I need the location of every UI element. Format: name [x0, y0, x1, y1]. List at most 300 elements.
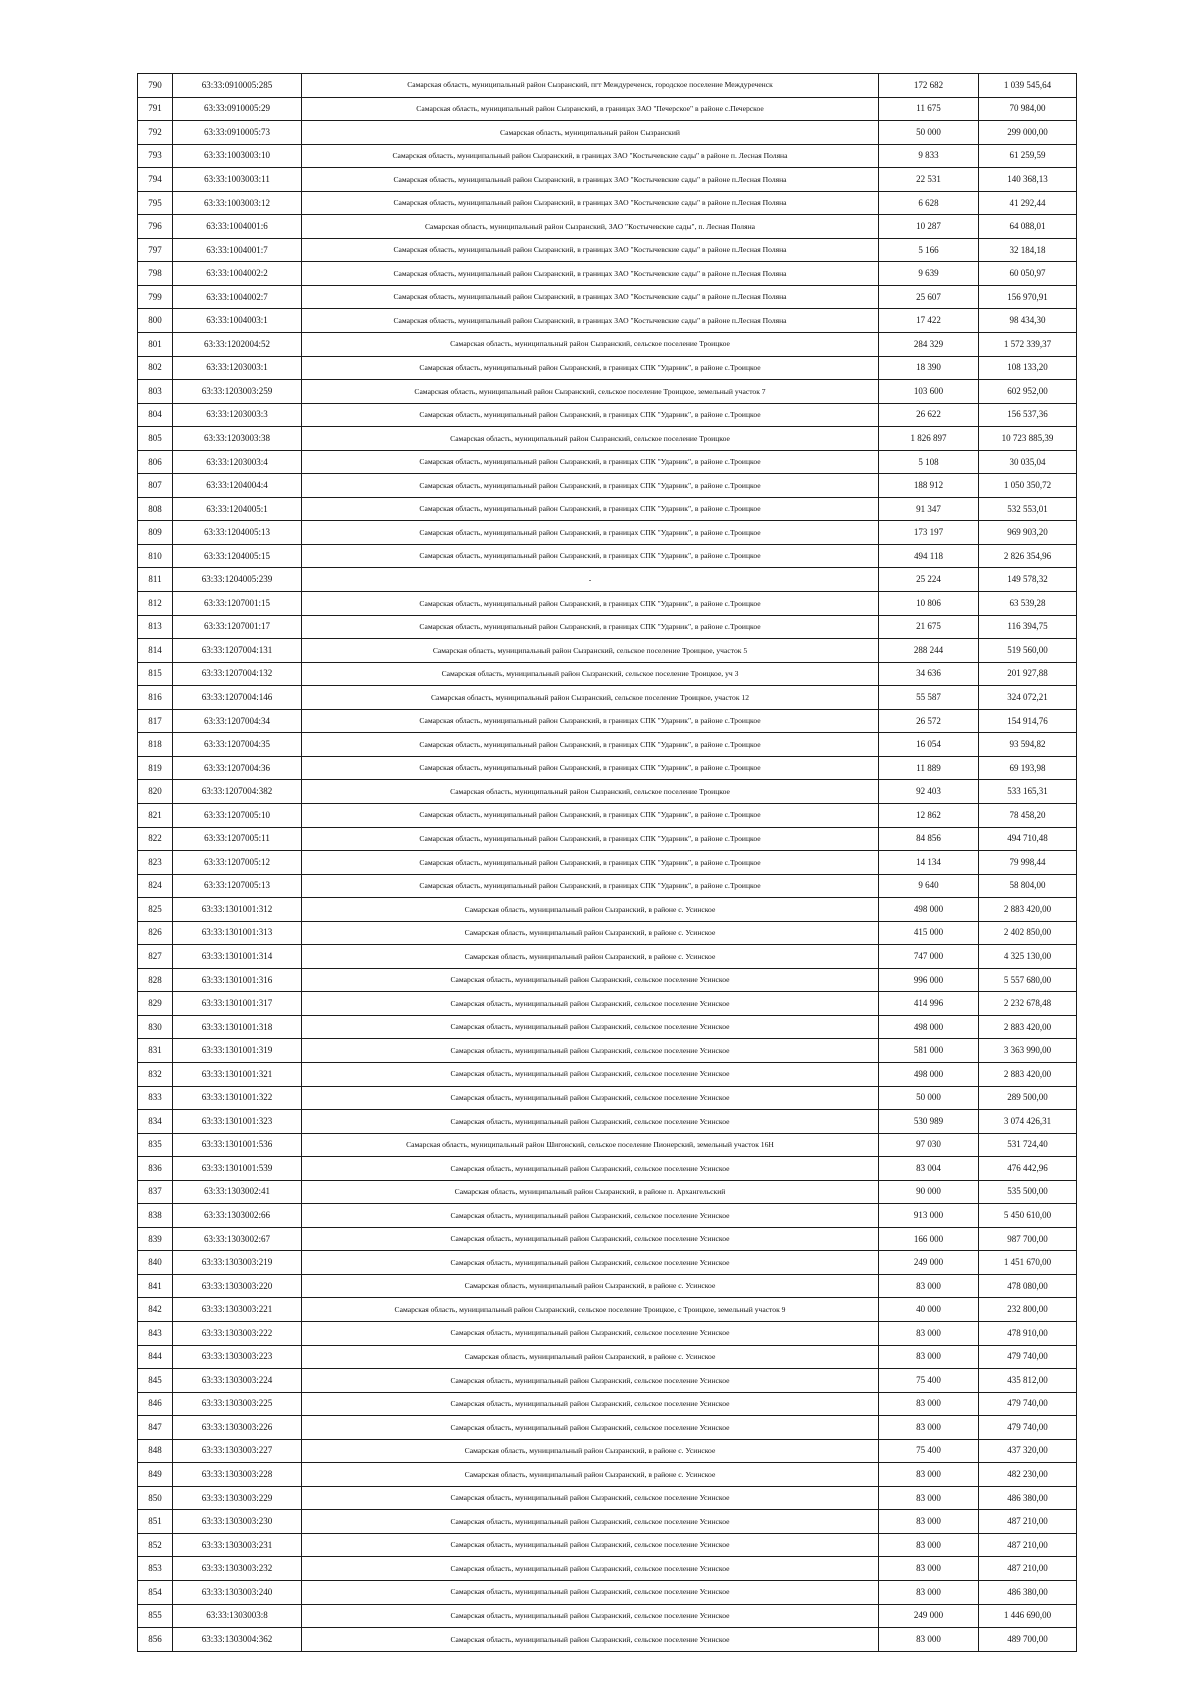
address-cell: Самарская область, муниципальный район Сызранский, сельское поселение Усинское — [302, 968, 879, 992]
cadastral-number-cell: 63:33:1004003:1 — [173, 309, 302, 333]
table-row — [138, 874, 1077, 898]
row-number-cell: 815 — [138, 662, 173, 686]
cadastral-value-cell: 69 193,98 — [979, 756, 1077, 780]
address-cell: Самарская область, муниципальный район Сызранский, в границах СПК "Ударник", в районе с.Троицкое — [302, 874, 879, 898]
cadastral-number-cell: 63:33:1303003:227 — [173, 1439, 302, 1463]
table-row — [138, 1274, 1077, 1298]
cadastral-number-cell: 63:33:1301001:317 — [173, 992, 302, 1016]
cadastral-number-cell: 63:33:1203003:259 — [173, 380, 302, 404]
cadastral-number-cell: 63:33:1004002:2 — [173, 262, 302, 286]
table-row — [138, 1345, 1077, 1369]
area-cell: 284 329 — [879, 333, 979, 357]
area-cell: 83 000 — [879, 1392, 979, 1416]
address-cell: Самарская область, муниципальный район Сызранский, в границах СПК "Ударник", в районе с.Троицкое — [302, 827, 879, 851]
table-row — [138, 309, 1077, 333]
row-number-cell: 838 — [138, 1204, 173, 1228]
area-cell: 173 197 — [879, 521, 979, 545]
area-cell: 9 640 — [879, 874, 979, 898]
address-cell: Самарская область, муниципальный район Сызранский, в районе с. Усинское — [302, 1463, 879, 1487]
address-cell: Самарская область, муниципальный район Сызранский — [302, 121, 879, 145]
cadastral-number-cell: 63:33:1207005:12 — [173, 851, 302, 875]
table-row — [138, 733, 1077, 757]
address-cell: Самарская область, муниципальный район Сызранский, сельское поселение Усинское — [302, 1204, 879, 1228]
cadastral-number-cell: 63:33:1303003:222 — [173, 1321, 302, 1345]
row-number-cell: 849 — [138, 1463, 173, 1487]
table-row — [138, 851, 1077, 875]
cadastral-number-cell: 63:33:1004002:7 — [173, 285, 302, 309]
table-row — [138, 238, 1077, 262]
address-cell: Самарская область, муниципальный район Сызранский, в границах ЗАО "Костычевские сады" в районе п.Лесная Поляна — [302, 168, 879, 192]
address-cell: Самарская область, муниципальный район Сызранский, сельское поселение Троицкое, земельный участок 7 — [302, 380, 879, 404]
cadastral-number-cell: 63:33:1303003:240 — [173, 1581, 302, 1605]
row-number-cell: 834 — [138, 1110, 173, 1134]
row-number-cell: 820 — [138, 780, 173, 804]
area-cell: 83 000 — [879, 1345, 979, 1369]
cadastral-number-cell: 63:33:1303003:232 — [173, 1557, 302, 1581]
cadastral-number-cell: 63:33:1207004:146 — [173, 686, 302, 710]
cadastral-value-cell: 289 500,00 — [979, 1086, 1077, 1110]
area-cell: 40 000 — [879, 1298, 979, 1322]
table-row — [138, 215, 1077, 239]
address-cell: Самарская область, муниципальный район Сызранский, в районе с. Усинское — [302, 1345, 879, 1369]
address-cell: Самарская область, муниципальный район Сызранский, в границах ЗАО "Костычевские сады" в районе п.Лесная Поляна — [302, 262, 879, 286]
cadastral-number-cell: 63:33:0910005:29 — [173, 97, 302, 121]
row-number-cell: 825 — [138, 898, 173, 922]
cadastral-number-cell: 63:33:1303003:225 — [173, 1392, 302, 1416]
address-cell: Самарская область, муниципальный район Сызранский, в границах СПК "Ударник", в районе с.Троицкое — [302, 592, 879, 616]
table-row — [138, 803, 1077, 827]
address-cell: Самарская область, муниципальный район Сызранский, сельское поселение Усинское — [302, 1321, 879, 1345]
row-number-cell: 790 — [138, 74, 173, 98]
cadastral-value-cell: 487 210,00 — [979, 1510, 1077, 1534]
row-number-cell: 805 — [138, 427, 173, 451]
cadastral-value-cell: 41 292,44 — [979, 191, 1077, 215]
row-number-cell: 830 — [138, 1015, 173, 1039]
table-row — [138, 1557, 1077, 1581]
row-number-cell: 807 — [138, 474, 173, 498]
table-row — [138, 285, 1077, 309]
row-number-cell: 801 — [138, 333, 173, 357]
table-row — [138, 168, 1077, 192]
cadastral-value-cell: 532 553,01 — [979, 497, 1077, 521]
cadastral-number-cell: 63:33:1204004:4 — [173, 474, 302, 498]
area-cell: 494 118 — [879, 544, 979, 568]
row-number-cell: 792 — [138, 121, 173, 145]
table-row — [138, 1204, 1077, 1228]
row-number-cell: 819 — [138, 756, 173, 780]
area-cell: 91 347 — [879, 497, 979, 521]
address-cell: Самарская область, муниципальный район Сызранский, сельское поселение Усинское — [302, 1039, 879, 1063]
cadastral-number-cell: 63:33:1301001:314 — [173, 945, 302, 969]
row-number-cell: 802 — [138, 356, 173, 380]
cadastral-number-cell: 63:33:1203003:4 — [173, 450, 302, 474]
address-cell: Самарская область, муниципальный район Сызранский, ЗАО "Костычевские сады", п. Лесная Поляна — [302, 215, 879, 239]
table-row — [138, 827, 1077, 851]
table-row — [138, 780, 1077, 804]
table-row — [138, 544, 1077, 568]
cadastral-value-cell: 4 325 130,00 — [979, 945, 1077, 969]
area-cell: 34 636 — [879, 662, 979, 686]
cadastral-value-cell: 154 914,76 — [979, 709, 1077, 733]
cadastral-value-cell: 437 320,00 — [979, 1439, 1077, 1463]
cadastral-value-cell: 116 394,75 — [979, 615, 1077, 639]
address-cell: Самарская область, муниципальный район Сызранский, в границах СПК "Ударник", в районе с.Троицкое — [302, 544, 879, 568]
cadastral-value-cell: 476 442,96 — [979, 1157, 1077, 1181]
row-number-cell: 826 — [138, 921, 173, 945]
cadastral-value-cell: 2 883 420,00 — [979, 1062, 1077, 1086]
area-cell: 9 639 — [879, 262, 979, 286]
row-number-cell: 853 — [138, 1557, 173, 1581]
area-cell: 84 856 — [879, 827, 979, 851]
cadastral-number-cell: 63:33:1003003:11 — [173, 168, 302, 192]
area-cell: 10 806 — [879, 592, 979, 616]
row-number-cell: 824 — [138, 874, 173, 898]
cadastral-value-cell: 435 812,00 — [979, 1369, 1077, 1393]
cadastral-number-cell: 63:33:1207004:131 — [173, 639, 302, 663]
row-number-cell: 844 — [138, 1345, 173, 1369]
address-cell: Самарская область, муниципальный район Сызранский, сельское поселение Усинское — [302, 992, 879, 1016]
cadastral-number-cell: 63:33:1301001:318 — [173, 1015, 302, 1039]
address-cell: Самарская область, муниципальный район Сызранский, сельское поселение Усинское — [302, 1628, 879, 1652]
table-row — [138, 1533, 1077, 1557]
table-row — [138, 191, 1077, 215]
address-cell: Самарская область, муниципальный район Сызранский, сельское поселение Усинское — [302, 1486, 879, 1510]
address-cell: Самарская область, муниципальный район Сызранский, в границах ЗАО "Костычевские сады" в районе п.Лесная Поляна — [302, 191, 879, 215]
table-row — [138, 615, 1077, 639]
address-cell: Самарская область, муниципальный район Сызранский, сельское поселение Усинское — [302, 1533, 879, 1557]
cadastral-number-cell: 63:33:1301001:316 — [173, 968, 302, 992]
table-row — [138, 403, 1077, 427]
area-cell: 83 000 — [879, 1463, 979, 1487]
address-cell: Самарская область, муниципальный район Сызранский, в границах СПК "Ударник", в районе с.Троицкое — [302, 497, 879, 521]
area-cell: 5 108 — [879, 450, 979, 474]
cadastral-number-cell: 63:33:1303002:66 — [173, 1204, 302, 1228]
table-row — [138, 662, 1077, 686]
cadastral-number-cell: 63:33:1303003:219 — [173, 1251, 302, 1275]
row-number-cell: 791 — [138, 97, 173, 121]
cadastral-value-cell: 519 560,00 — [979, 639, 1077, 663]
cadastral-value-cell: 1 446 690,00 — [979, 1604, 1077, 1628]
cadastral-number-cell: 63:33:1204005:15 — [173, 544, 302, 568]
cadastral-number-cell: 63:33:1303003:220 — [173, 1274, 302, 1298]
cadastral-number-cell: 63:33:1003003:12 — [173, 191, 302, 215]
cadastral-number-cell: 63:33:1303003:223 — [173, 1345, 302, 1369]
table-row — [138, 686, 1077, 710]
row-number-cell: 806 — [138, 450, 173, 474]
cadastral-value-cell: 1 039 545,64 — [979, 74, 1077, 98]
area-cell: 21 675 — [879, 615, 979, 639]
cadastral-value-cell: 478 080,00 — [979, 1274, 1077, 1298]
address-cell: Самарская область, муниципальный район Сызранский, пгт Междуреченск, городское поселение Междуреченск — [302, 74, 879, 98]
table-row — [138, 380, 1077, 404]
area-cell: 18 390 — [879, 356, 979, 380]
row-number-cell: 812 — [138, 592, 173, 616]
cadastral-value-cell: 2 883 420,00 — [979, 1015, 1077, 1039]
area-cell: 166 000 — [879, 1227, 979, 1251]
table-row — [138, 921, 1077, 945]
cadastral-value-cell: 108 133,20 — [979, 356, 1077, 380]
row-number-cell: 808 — [138, 497, 173, 521]
row-number-cell: 850 — [138, 1486, 173, 1510]
cadastral-number-cell: 63:33:1004001:6 — [173, 215, 302, 239]
row-number-cell: 841 — [138, 1274, 173, 1298]
cadastral-number-cell: 63:33:1303003:226 — [173, 1416, 302, 1440]
cadastral-value-cell: 299 000,00 — [979, 121, 1077, 145]
address-cell: Самарская область, муниципальный район Сызранский, в границах СПК "Ударник", в районе с.Троицкое — [302, 615, 879, 639]
address-cell: Самарская область, муниципальный район Сызранский, в границах СПК "Ударник", в районе с.Троицкое — [302, 851, 879, 875]
table-row — [138, 1439, 1077, 1463]
area-cell: 90 000 — [879, 1180, 979, 1204]
area-cell: 172 682 — [879, 74, 979, 98]
cadastral-number-cell: 63:33:0910005:73 — [173, 121, 302, 145]
cadastral-value-cell: 201 927,88 — [979, 662, 1077, 686]
table-row — [138, 756, 1077, 780]
table-row — [138, 1510, 1077, 1534]
area-cell: 75 400 — [879, 1439, 979, 1463]
cadastral-value-cell: 60 050,97 — [979, 262, 1077, 286]
cadastral-value-cell: 987 700,00 — [979, 1227, 1077, 1251]
table-row — [138, 592, 1077, 616]
cadastral-value-cell: 494 710,48 — [979, 827, 1077, 851]
cadastral-value-cell: 969 903,20 — [979, 521, 1077, 545]
cadastral-value-cell: 156 970,91 — [979, 285, 1077, 309]
area-cell: 249 000 — [879, 1604, 979, 1628]
address-cell: Самарская область, муниципальный район Сызранский, в границах СПК "Ударник", в районе с.Троицкое — [302, 709, 879, 733]
cadastral-number-cell: 63:33:1204005:13 — [173, 521, 302, 545]
address-cell: Самарская область, муниципальный район Сызранский, в границах СПК "Ударник", в районе с.Троицкое — [302, 521, 879, 545]
cadastral-value-cell: 156 537,36 — [979, 403, 1077, 427]
cadastral-number-cell: 63:33:1203003:38 — [173, 427, 302, 451]
table-row — [138, 639, 1077, 663]
row-number-cell: 811 — [138, 568, 173, 592]
area-cell: 188 912 — [879, 474, 979, 498]
area-cell: 50 000 — [879, 1086, 979, 1110]
row-number-cell: 818 — [138, 733, 173, 757]
address-cell: Самарская область, муниципальный район Сызранский, в границах ЗАО "Костычевские сады" в районе п.Лесная Поляна — [302, 285, 879, 309]
cadastral-value-cell: 1 572 339,37 — [979, 333, 1077, 357]
cadastral-number-cell: 63:33:1203003:1 — [173, 356, 302, 380]
row-number-cell: 846 — [138, 1392, 173, 1416]
table-row — [138, 1133, 1077, 1157]
area-cell: 747 000 — [879, 945, 979, 969]
table-row — [138, 262, 1077, 286]
cadastral-number-cell: 63:33:1204005:1 — [173, 497, 302, 521]
address-cell: Самарская область, муниципальный район Сызранский, сельское поселение Троицкое, уч 3 — [302, 662, 879, 686]
cadastral-number-cell: 63:33:1207004:35 — [173, 733, 302, 757]
row-number-cell: 848 — [138, 1439, 173, 1463]
cadastral-value-cell: 3 074 426,31 — [979, 1110, 1077, 1134]
area-cell: 83 000 — [879, 1581, 979, 1605]
row-number-cell: 829 — [138, 992, 173, 1016]
row-number-cell: 803 — [138, 380, 173, 404]
row-number-cell: 810 — [138, 544, 173, 568]
cadastral-number-cell: 63:33:1301001:312 — [173, 898, 302, 922]
address-cell: Самарская область, муниципальный район Сызранский, в границах СПК "Ударник", в районе с.Троицкое — [302, 356, 879, 380]
area-cell: 14 134 — [879, 851, 979, 875]
cadastral-number-cell: 63:33:1303003:230 — [173, 1510, 302, 1534]
address-cell: - — [302, 568, 879, 592]
cadastral-value-cell: 324 072,21 — [979, 686, 1077, 710]
area-cell: 414 996 — [879, 992, 979, 1016]
cadastral-value-cell: 10 723 885,39 — [979, 427, 1077, 451]
table-row — [138, 898, 1077, 922]
address-cell: Самарская область, муниципальный район Сызранский, сельское поселение Усинское — [302, 1557, 879, 1581]
address-cell: Самарская область, муниципальный район Сызранский, в районе с. Усинское — [302, 945, 879, 969]
cadastral-value-cell: 78 458,20 — [979, 803, 1077, 827]
cadastral-value-cell: 2 883 420,00 — [979, 898, 1077, 922]
address-cell: Самарская область, муниципальный район Сызранский, в границах ЗАО "Костычевские сады" в районе п. Лесная Поляна — [302, 144, 879, 168]
row-number-cell: 796 — [138, 215, 173, 239]
area-cell: 83 000 — [879, 1533, 979, 1557]
area-cell: 83 000 — [879, 1416, 979, 1440]
row-number-cell: 797 — [138, 238, 173, 262]
cadastral-value-cell: 479 740,00 — [979, 1392, 1077, 1416]
cadastral-value-cell: 64 088,01 — [979, 215, 1077, 239]
cadastral-value-cell: 61 259,59 — [979, 144, 1077, 168]
cadastral-value-cell: 487 210,00 — [979, 1557, 1077, 1581]
row-number-cell: 816 — [138, 686, 173, 710]
cadastral-number-cell: 63:33:1303003:229 — [173, 1486, 302, 1510]
area-cell: 97 030 — [879, 1133, 979, 1157]
area-cell: 16 054 — [879, 733, 979, 757]
address-cell: Самарская область, муниципальный район Сызранский, сельское поселение Усинское — [302, 1604, 879, 1628]
cadastral-value-cell: 482 230,00 — [979, 1463, 1077, 1487]
area-cell: 581 000 — [879, 1039, 979, 1063]
area-cell: 17 422 — [879, 309, 979, 333]
table-row — [138, 1392, 1077, 1416]
cadastral-value-cell: 98 434,30 — [979, 309, 1077, 333]
address-cell: Самарская область, муниципальный район Сызранский, сельское поселение Усинское — [302, 1157, 879, 1181]
table-row — [138, 427, 1077, 451]
row-number-cell: 840 — [138, 1251, 173, 1275]
table-row — [138, 968, 1077, 992]
address-cell: Самарская область, муниципальный район Сызранский, в границах СПК "Ударник", в районе с.Троицкое — [302, 733, 879, 757]
area-cell: 5 166 — [879, 238, 979, 262]
area-cell: 83 000 — [879, 1486, 979, 1510]
cadastral-value-cell: 479 740,00 — [979, 1416, 1077, 1440]
cadastral-value-cell: 1 451 670,00 — [979, 1251, 1077, 1275]
cadastral-number-cell: 63:33:1303003:228 — [173, 1463, 302, 1487]
cadastral-number-cell: 63:33:1207005:13 — [173, 874, 302, 898]
row-number-cell: 814 — [138, 639, 173, 663]
table-row — [138, 121, 1077, 145]
cadastral-value-cell: 2 826 354,96 — [979, 544, 1077, 568]
area-cell: 83 000 — [879, 1557, 979, 1581]
row-number-cell: 832 — [138, 1062, 173, 1086]
table-row — [138, 568, 1077, 592]
area-cell: 25 224 — [879, 568, 979, 592]
cadastral-number-cell: 63:33:1303002:41 — [173, 1180, 302, 1204]
cadastral-number-cell: 63:33:1207004:34 — [173, 709, 302, 733]
table-row — [138, 1298, 1077, 1322]
row-number-cell: 804 — [138, 403, 173, 427]
cadastral-value-cell: 79 998,44 — [979, 851, 1077, 875]
address-cell: Самарская область, муниципальный район Сызранский, сельское поселение Троицкое, с Троицкое, земельный участок 9 — [302, 1298, 879, 1322]
row-number-cell: 821 — [138, 803, 173, 827]
cadastral-value-cell: 3 363 990,00 — [979, 1039, 1077, 1063]
area-cell: 26 572 — [879, 709, 979, 733]
area-cell: 288 244 — [879, 639, 979, 663]
table-row — [138, 1463, 1077, 1487]
table-row — [138, 521, 1077, 545]
cadastral-number-cell: 63:33:1303003:221 — [173, 1298, 302, 1322]
cadastral-value-cell: 489 700,00 — [979, 1628, 1077, 1652]
area-cell: 498 000 — [879, 1015, 979, 1039]
cadastral-value-cell: 149 578,32 — [979, 568, 1077, 592]
cadastral-number-cell: 63:33:1301001:322 — [173, 1086, 302, 1110]
row-number-cell: 847 — [138, 1416, 173, 1440]
cadastral-value-cell: 487 210,00 — [979, 1533, 1077, 1557]
cadastral-number-cell: 63:33:1301001:539 — [173, 1157, 302, 1181]
area-cell: 22 531 — [879, 168, 979, 192]
area-cell: 26 622 — [879, 403, 979, 427]
cadastral-value-cell: 63 539,28 — [979, 592, 1077, 616]
table-row — [138, 1604, 1077, 1628]
address-cell: Самарская область, муниципальный район Сызранский, сельское поселение Усинское — [302, 1227, 879, 1251]
area-cell: 75 400 — [879, 1369, 979, 1393]
area-cell: 415 000 — [879, 921, 979, 945]
cadastral-number-cell: 63:33:1303003:224 — [173, 1369, 302, 1393]
cadastral-value-cell: 70 984,00 — [979, 97, 1077, 121]
row-number-cell: 798 — [138, 262, 173, 286]
address-cell: Самарская область, муниципальный район Сызранский, сельское поселение Троицкое, участок 12 — [302, 686, 879, 710]
cadastral-value-cell: 93 594,82 — [979, 733, 1077, 757]
table-row — [138, 497, 1077, 521]
address-cell: Самарская область, муниципальный район Сызранский, в районе с. Усинское — [302, 1274, 879, 1298]
table-row — [138, 1039, 1077, 1063]
cadastral-value-cell: 2 402 850,00 — [979, 921, 1077, 945]
row-number-cell: 799 — [138, 285, 173, 309]
cadastral-number-cell: 63:33:1204005:239 — [173, 568, 302, 592]
address-cell: Самарская область, муниципальный район Сызранский, в границах СПК "Ударник", в районе с.Троицкое — [302, 450, 879, 474]
table-body — [138, 74, 1077, 1652]
row-number-cell: 836 — [138, 1157, 173, 1181]
area-cell: 50 000 — [879, 121, 979, 145]
area-cell: 83 000 — [879, 1628, 979, 1652]
table-row — [138, 1180, 1077, 1204]
cadastral-number-cell: 63:33:1301001:321 — [173, 1062, 302, 1086]
area-cell: 83 000 — [879, 1321, 979, 1345]
table-row — [138, 1416, 1077, 1440]
address-cell: Самарская область, муниципальный район Сызранский, в границах СПК "Ударник", в районе с.Троицкое — [302, 756, 879, 780]
cadastral-number-cell: 63:33:1207001:17 — [173, 615, 302, 639]
area-cell: 498 000 — [879, 898, 979, 922]
cadastral-value-cell: 30 035,04 — [979, 450, 1077, 474]
cadastral-value-cell: 486 380,00 — [979, 1486, 1077, 1510]
table-row — [138, 1062, 1077, 1086]
row-number-cell: 843 — [138, 1321, 173, 1345]
address-cell: Самарская область, муниципальный район Сызранский, в районе п. Архангельский — [302, 1180, 879, 1204]
cadastral-value-cell: 140 368,13 — [979, 168, 1077, 192]
table-row — [138, 1486, 1077, 1510]
table-row — [138, 1227, 1077, 1251]
cadastral-number-cell: 63:33:1207001:15 — [173, 592, 302, 616]
cadastral-value-cell: 602 952,00 — [979, 380, 1077, 404]
row-number-cell: 856 — [138, 1628, 173, 1652]
table-row — [138, 474, 1077, 498]
address-cell: Самарская область, муниципальный район Сызранский, в границах СПК "Ударник", в районе с.Троицкое — [302, 403, 879, 427]
row-number-cell: 794 — [138, 168, 173, 192]
cadastral-value-cell: 232 800,00 — [979, 1298, 1077, 1322]
table-row — [138, 333, 1077, 357]
cadastral-value-cell: 478 910,00 — [979, 1321, 1077, 1345]
address-cell: Самарская область, муниципальный район Сызранский, сельское поселение Троицкое — [302, 333, 879, 357]
area-cell: 12 862 — [879, 803, 979, 827]
area-cell: 11 889 — [879, 756, 979, 780]
area-cell: 249 000 — [879, 1251, 979, 1275]
address-cell: Самарская область, муниципальный район Сызранский, сельское поселение Усинское — [302, 1392, 879, 1416]
address-cell: Самарская область, муниципальный район Сызранский, сельское поселение Троицкое, участок 5 — [302, 639, 879, 663]
